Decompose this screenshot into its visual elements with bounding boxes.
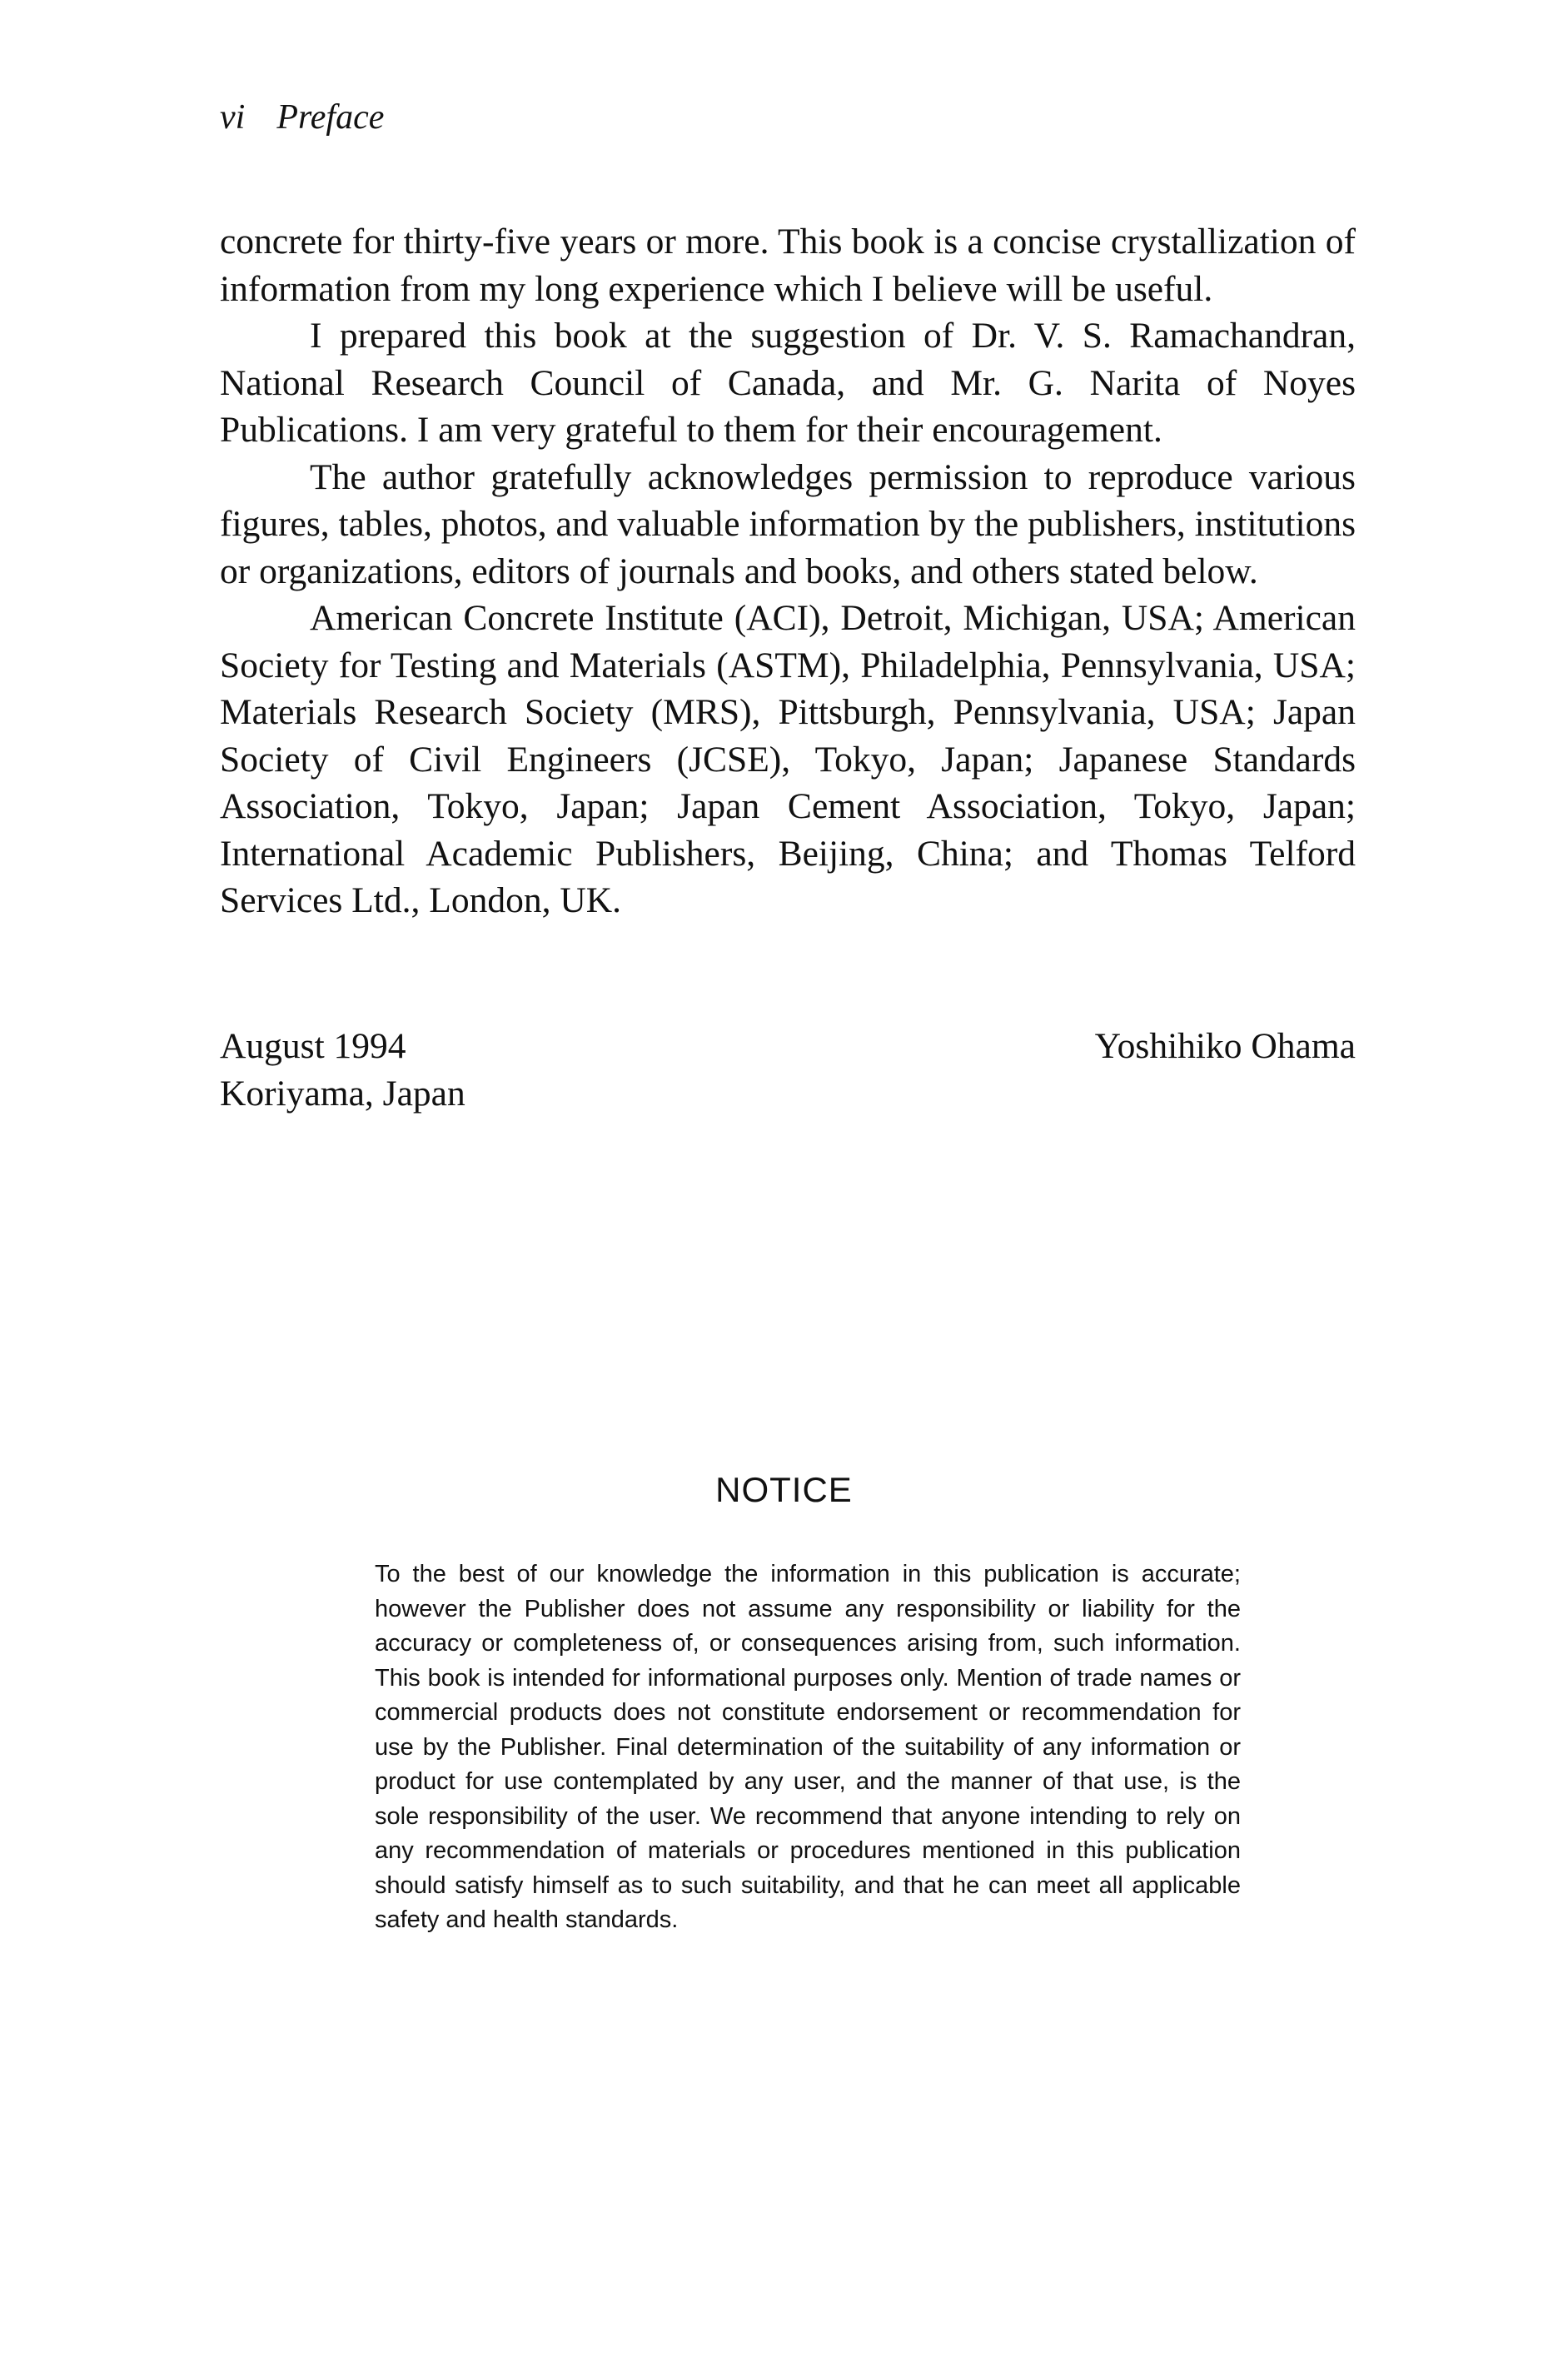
signature-date: August 1994 — [220, 1026, 406, 1066]
running-head-title: Preface — [276, 98, 385, 137]
notice-title: NOTICE — [715, 1470, 853, 1509]
preface-paragraph-organizations: American Concrete Institute (ACI), Detroit, Michigan, USA; American Society for Testing and Materials (ASTM), Philadelphia, Pennsylvania, USA; Materials Research Society (MRS), Pittsburgh, Pennsylvania, USA; Japan Society of Civil Engineers (JCSE), Tokyo, Japan; Japanese Standards Association, Tokyo, Japan; Japan Cement Association, Tokyo, Japan; International Academic Publishers, Beijing, China; and Thomas Telford Services Ltd., London, UK. — [220, 598, 1356, 920]
preface-body — [220, 218, 1356, 924]
date-place — [220, 1023, 803, 1117]
signature-place: Koriyama, Japan — [220, 1073, 465, 1114]
preface-paragraph-suggestion: I prepared this book at the suggestion of Dr. V. S. Ramachandran, National Research Council of Canada, and Mr. G. Narita of Noyes Publications. I am very grateful to them for their encouragement. — [220, 316, 1356, 450]
signature-author: Yoshihiko Ohama — [1094, 1026, 1356, 1066]
preface-paragraph-continuation: concrete for thirty-five years or more. This book is a concise crystallization of information from my long experience which I believe will be useful. — [220, 222, 1356, 309]
notice-body: To the best of our knowledge the information in this publication is accurate; however the Publisher does not assume any responsibility or liability for the accuracy or completeness of, or consequences arising from, such information. This book is intended for informational purposes only. Mention of trade names or commercial products does not constitute endorsement or recommendation for use by the Publisher. Final determination of the suitability of any information or product for use contemplated by any user, and the manner of that use, is the sole responsibility of the user. We recommend that anyone intending to rely on any recommendation of materials or procedures mentioned in this publication should satisfy himself as to such suitability, and that he can meet all applicable safety and health standards. — [375, 1561, 1241, 1933]
preface-paragraph-acknowledgement: The author gratefully acknowledges permission to reproduce various figures, tables, photos, and valuable information by the publishers, institutions or organizations, editors of journals and books, and others stated below. — [220, 456, 1356, 591]
page-number: vi — [220, 98, 246, 137]
running-head — [220, 100, 384, 135]
